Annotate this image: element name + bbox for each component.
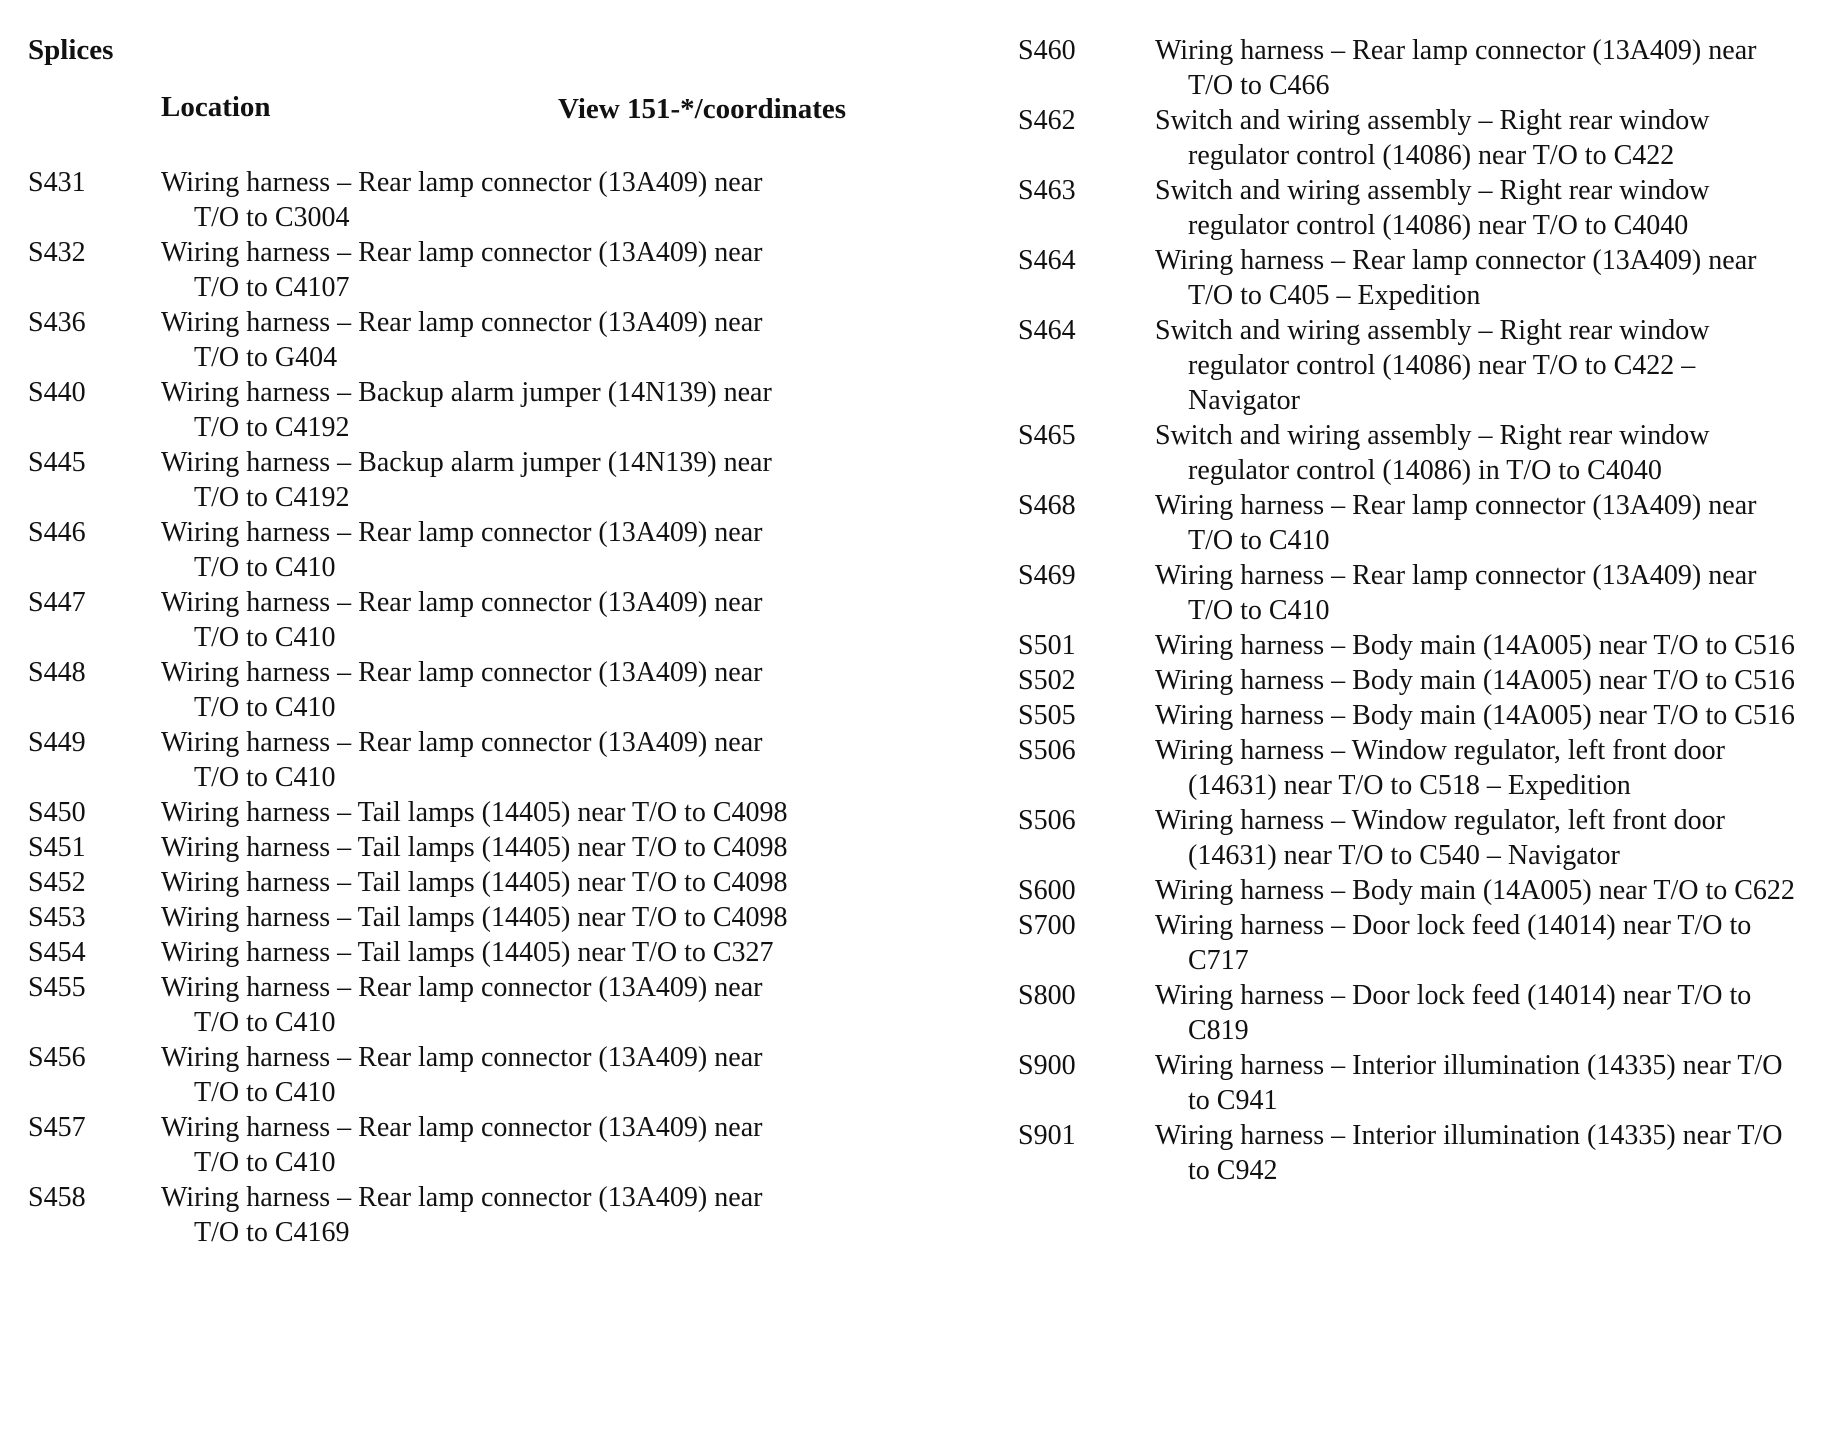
splice-code: S901	[1018, 1120, 1076, 1151]
splice-entry	[28, 830, 908, 865]
splice-location: Wiring harness – Tail lamps (14405) near T/O to C327	[161, 937, 774, 968]
splice-code: S457	[28, 1112, 86, 1143]
splice-code: S432	[28, 237, 86, 268]
splice-entry	[1018, 698, 1818, 733]
splice-location: Wiring harness – Rear lamp connector (13A409) near T/O to C410	[161, 972, 763, 1038]
splice-code: S469	[1018, 560, 1076, 591]
splice-entry	[1018, 873, 1818, 908]
splice-code: S456	[28, 1042, 86, 1073]
splice-location: Wiring harness – Rear lamp connector (13A409) near T/O to C410	[161, 727, 763, 793]
splice-entry	[1018, 558, 1818, 628]
splice-entry	[28, 515, 908, 585]
splice-entry	[28, 725, 908, 795]
splice-code: S501	[1018, 630, 1076, 661]
splice-location: Wiring harness – Body main (14A005) near T/O to C622	[1155, 875, 1795, 906]
splice-code: S446	[28, 517, 86, 548]
splice-location: Wiring harness – Backup alarm jumper (14N139) near T/O to C4192	[161, 377, 772, 443]
splice-location: Wiring harness – Body main (14A005) near T/O to C516	[1155, 630, 1795, 661]
splice-code: S458	[28, 1182, 86, 1213]
splice-code: S502	[1018, 665, 1076, 696]
splice-code: S600	[1018, 875, 1076, 906]
splice-entry	[28, 935, 908, 970]
splice-code: S445	[28, 447, 86, 478]
splice-entry	[1018, 418, 1818, 488]
splice-entry	[1018, 978, 1818, 1048]
splice-entry	[28, 445, 908, 515]
splice-location: Wiring harness – Window regulator, left front door (14631) near T/O to C518 – Expedition	[1155, 735, 1725, 801]
splice-entry	[28, 1040, 908, 1110]
splice-code: S447	[28, 587, 86, 618]
splice-location: Wiring harness – Rear lamp connector (13A409) near T/O to C410	[1155, 490, 1757, 556]
splice-entry	[28, 655, 908, 725]
splice-entry	[28, 305, 908, 375]
splice-code: S455	[28, 972, 86, 1003]
splice-location: Wiring harness – Rear lamp connector (13A409) near T/O to C3004	[161, 167, 763, 233]
splice-location: Wiring harness – Rear lamp connector (13A409) near T/O to C4107	[161, 237, 763, 303]
splice-location: Wiring harness – Rear lamp connector (13A409) near T/O to C410	[161, 657, 763, 723]
splice-location: Wiring harness – Rear lamp connector (13A409) near T/O to G404	[161, 307, 763, 373]
splice-location: Wiring harness – Rear lamp connector (13A409) near T/O to C410	[161, 1112, 763, 1178]
splice-entry	[1018, 488, 1818, 558]
splice-location: Wiring harness – Door lock feed (14014) near T/O to C717	[1155, 910, 1752, 976]
splice-location: Wiring harness – Tail lamps (14405) near T/O to C4098	[161, 867, 788, 898]
splice-code: S454	[28, 937, 86, 968]
splice-location: Wiring harness – Rear lamp connector (13A409) near T/O to C466	[1155, 35, 1757, 101]
splice-location: Wiring harness – Door lock feed (14014) near T/O to C819	[1155, 980, 1752, 1046]
splice-code: S505	[1018, 700, 1076, 731]
splice-entry	[1018, 628, 1818, 663]
splice-entry	[1018, 243, 1818, 313]
splice-entry	[28, 1110, 908, 1180]
splice-code: S431	[28, 167, 86, 198]
splice-code: S453	[28, 902, 86, 933]
splice-code: S450	[28, 797, 86, 828]
splice-code: S464	[1018, 315, 1076, 346]
splice-location: Wiring harness – Rear lamp connector (13A409) near T/O to C410	[1155, 560, 1757, 626]
splice-location: Switch and wiring assembly – Right rear window regulator control (14086) near T/O to C422 – Navigator	[1155, 315, 1710, 416]
section-title: Splices	[28, 34, 114, 66]
splice-code: S900	[1018, 1050, 1076, 1081]
splice-entry	[1018, 1118, 1818, 1188]
splice-code: S451	[28, 832, 86, 863]
splice-code: S460	[1018, 35, 1076, 66]
splice-entry	[28, 1180, 908, 1250]
splice-location: Wiring harness – Tail lamps (14405) near T/O to C4098	[161, 832, 788, 863]
splice-code: S463	[1018, 175, 1076, 206]
splice-location: Wiring harness – Rear lamp connector (13A409) near T/O to C410	[161, 517, 763, 583]
splice-code: S448	[28, 657, 86, 688]
splice-code: S700	[1018, 910, 1076, 941]
splice-entry	[28, 585, 908, 655]
splice-entry	[28, 235, 908, 305]
splice-code: S506	[1018, 735, 1076, 766]
splice-code: S464	[1018, 245, 1076, 276]
splice-location: Wiring harness – Backup alarm jumper (14N139) near T/O to C4192	[161, 447, 772, 513]
splice-location: Wiring harness – Rear lamp connector (13A409) near T/O to C410	[161, 1042, 763, 1108]
right-entry-list	[1018, 33, 1818, 1188]
left-entry-list	[28, 165, 908, 1250]
splice-location: Switch and wiring assembly – Right rear window regulator control (14086) in T/O to C4040	[1155, 420, 1710, 486]
splice-entry	[28, 165, 908, 235]
splice-location: Switch and wiring assembly – Right rear window regulator control (14086) near T/O to C4040	[1155, 175, 1710, 241]
splice-code: S468	[1018, 490, 1076, 521]
splice-location: Wiring harness – Rear lamp connector (13A409) near T/O to C4169	[161, 1182, 763, 1248]
splice-location: Wiring harness – Body main (14A005) near T/O to C516	[1155, 665, 1795, 696]
splice-location: Wiring harness – Body main (14A005) near T/O to C516	[1155, 700, 1795, 731]
location-column-header: Location	[161, 91, 271, 123]
splice-code: S506	[1018, 805, 1076, 836]
splice-entry	[1018, 173, 1818, 243]
splice-location: Wiring harness – Tail lamps (14405) near T/O to C4098	[161, 902, 788, 933]
splice-location: Wiring harness – Window regulator, left front door (14631) near T/O to C540 – Navigator	[1155, 805, 1725, 871]
splice-entry	[1018, 1048, 1818, 1118]
splice-entry	[1018, 908, 1818, 978]
splice-location: Switch and wiring assembly – Right rear window regulator control (14086) near T/O to C422	[1155, 105, 1710, 171]
splice-entry	[28, 970, 908, 1040]
splice-code: S462	[1018, 105, 1076, 136]
splice-entry	[1018, 733, 1818, 803]
splice-code: S440	[28, 377, 86, 408]
splice-entry	[1018, 313, 1818, 418]
splice-code: S800	[1018, 980, 1076, 1011]
splice-location: Wiring harness – Tail lamps (14405) near T/O to C4098	[161, 797, 788, 828]
splice-entry	[1018, 803, 1818, 873]
splice-entry	[28, 900, 908, 935]
splice-entry	[1018, 33, 1818, 103]
splice-location: Wiring harness – Rear lamp connector (13A409) near T/O to C410	[161, 587, 763, 653]
splice-code: S465	[1018, 420, 1076, 451]
splice-code: S436	[28, 307, 86, 338]
splice-code: S452	[28, 867, 86, 898]
splice-entry	[28, 375, 908, 445]
splice-location: Wiring harness – Interior illumination (14335) near T/O to C941	[1155, 1050, 1783, 1116]
splice-code: S449	[28, 727, 86, 758]
splice-entry	[28, 865, 908, 900]
splice-entry	[1018, 103, 1818, 173]
splice-entry	[1018, 663, 1818, 698]
splice-location: Wiring harness – Interior illumination (14335) near T/O to C942	[1155, 1120, 1783, 1186]
splice-location: Wiring harness – Rear lamp connector (13A409) near T/O to C405 – Expedition	[1155, 245, 1757, 311]
splice-entry	[28, 795, 908, 830]
view-coordinates-column-header: View 151-*/coordinates	[558, 93, 847, 125]
